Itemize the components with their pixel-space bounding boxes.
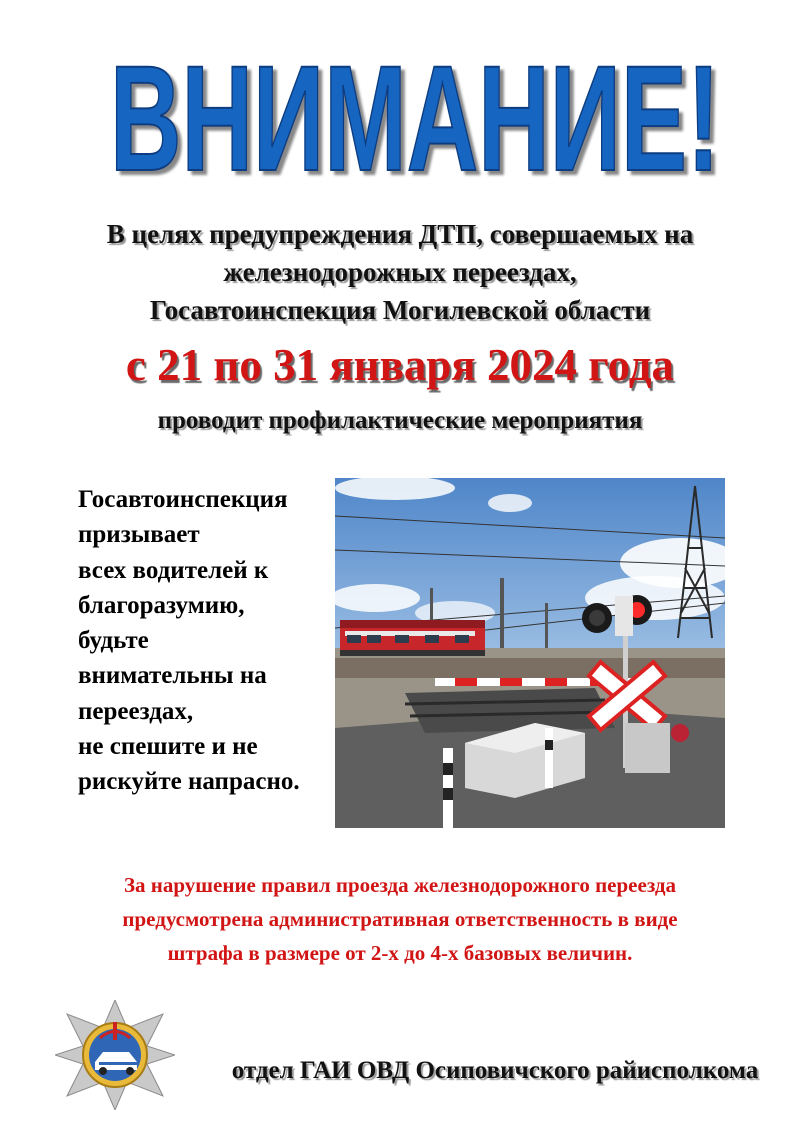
headline-text: ВНИМАНИЕ! bbox=[110, 34, 720, 200]
railway-crossing-photo bbox=[335, 478, 725, 828]
event-dates: с 21 по 31 января 2024 года bbox=[125, 340, 675, 390]
intro-line-1: В целях предупреждения ДТП, совершаемых на bbox=[106, 219, 694, 249]
conducts-line: проводит профилактические мероприятия bbox=[157, 407, 643, 434]
appeal-line: переездах, bbox=[78, 697, 194, 725]
appeal-line: всех водителей к bbox=[78, 556, 269, 584]
department-signature: отдел ГАИ ОВД Осиповичского райисполкома bbox=[231, 1057, 759, 1084]
fine-line-3: штрафа в размере от 2-х до 4-х базовых величин. bbox=[167, 941, 633, 965]
headline-banner bbox=[95, 30, 735, 200]
appeal-line: внимательны на bbox=[78, 662, 267, 690]
appeal-line: будьте bbox=[78, 627, 149, 655]
fine-line-2: предусмотрена административная ответственность в виде bbox=[122, 907, 678, 931]
intro-line-2: железнодорожных переездах, bbox=[223, 257, 577, 287]
fine-line-1: За нарушение правил проезда железнодорожного переезда bbox=[123, 873, 677, 897]
appeal-line: рискуйте напрасно. bbox=[78, 768, 300, 796]
appeal-line: не спешите и не bbox=[78, 733, 258, 761]
traffic-police-emblem-icon bbox=[55, 1000, 175, 1110]
appeal-line: благоразумию, bbox=[78, 591, 245, 619]
appeal-text bbox=[78, 482, 328, 800]
appeal-line: Госавтоинспекция bbox=[78, 486, 288, 513]
intro-line-3: Госавтоинспекция Могилевской области bbox=[149, 295, 651, 325]
appeal-line: призывает bbox=[78, 521, 200, 549]
